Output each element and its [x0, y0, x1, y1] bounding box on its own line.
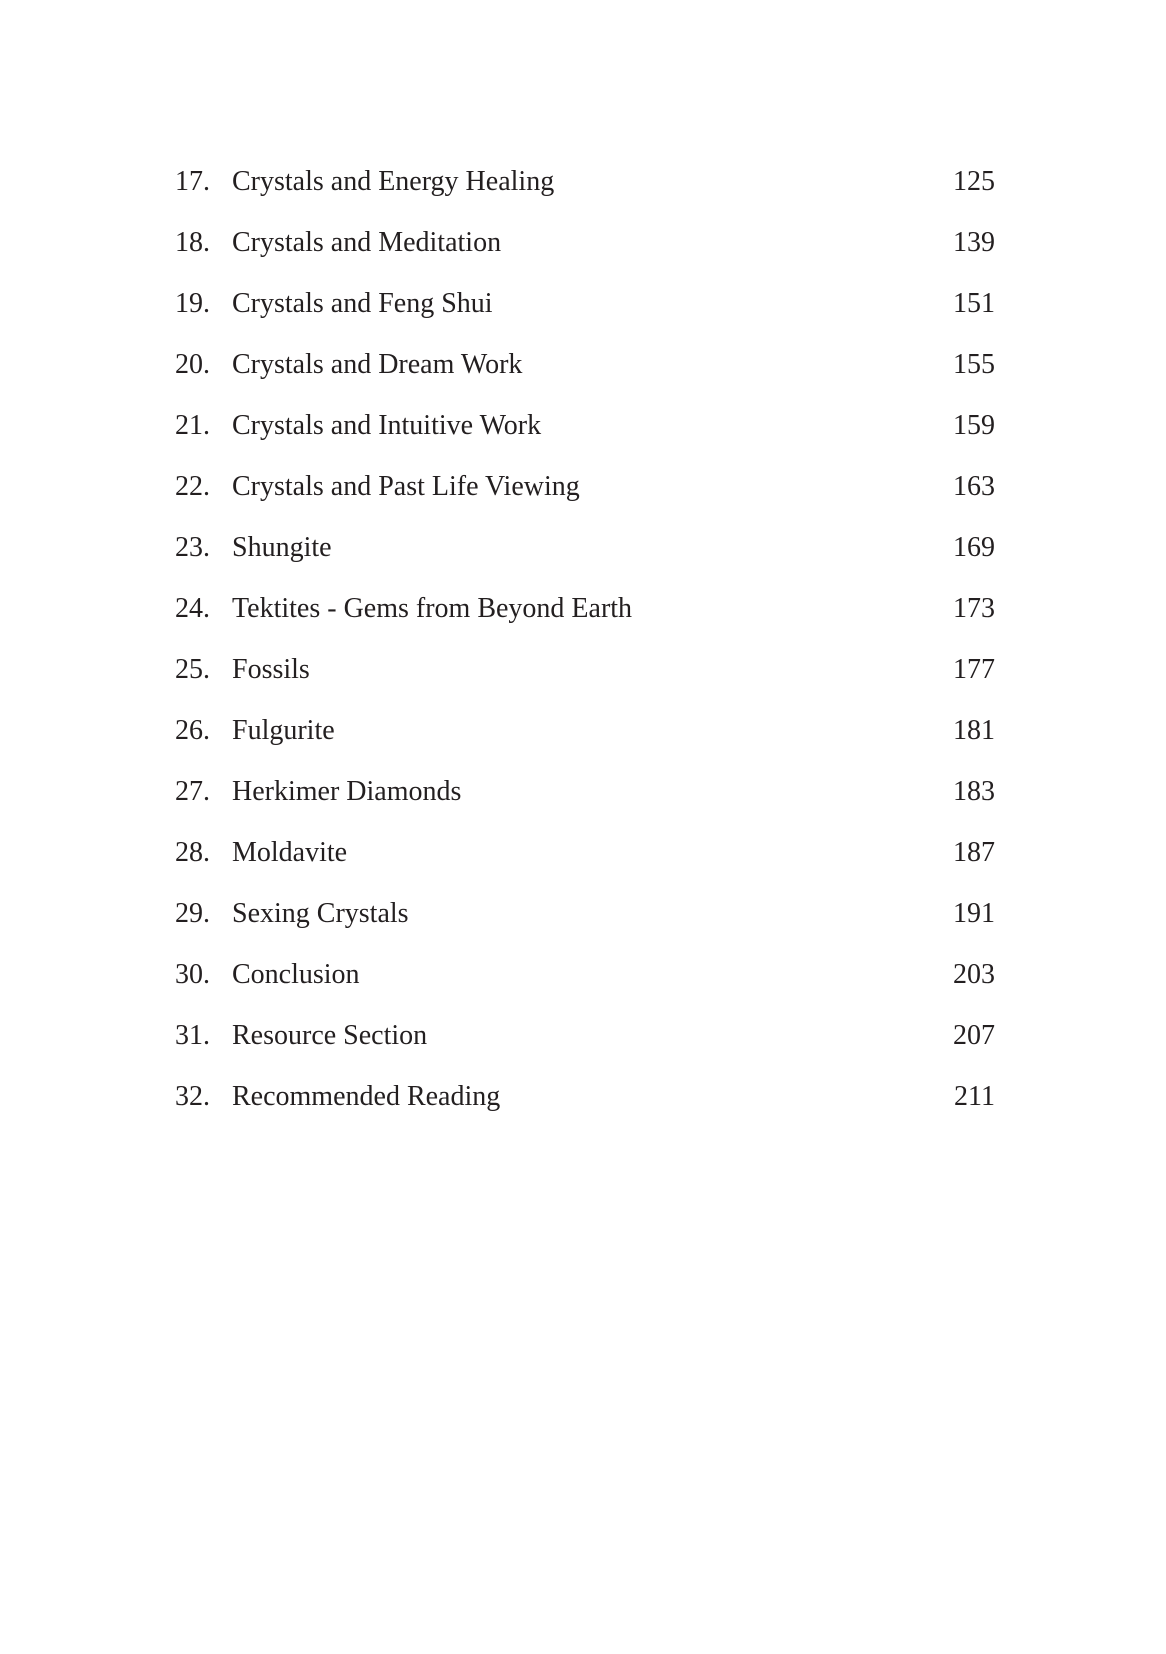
toc-entry-page: 155	[953, 349, 995, 380]
toc-entry-page: 125	[953, 166, 995, 197]
toc-entry-title: Crystals and Past Life Viewing	[232, 471, 580, 502]
toc-entry	[175, 775, 995, 836]
toc-entry	[175, 470, 995, 531]
toc-entry-title: Fulgurite	[232, 715, 335, 746]
toc-entry-page: 173	[953, 593, 995, 624]
toc-entry-number: 18.	[175, 227, 210, 258]
toc-entry-title: Fossils	[232, 654, 310, 685]
toc-entry-title: Crystals and Dream Work	[232, 349, 523, 380]
toc-entry-number: 17.	[175, 166, 210, 197]
toc-entry-number: 21.	[175, 410, 210, 441]
toc-entry-page: 211	[954, 1081, 995, 1112]
toc-entry-number: 32.	[175, 1081, 210, 1112]
toc-entry	[175, 409, 995, 470]
toc-entry-page: 151	[953, 288, 995, 319]
toc-entry-title: Recommended Reading	[232, 1081, 501, 1112]
toc-entry	[175, 836, 995, 897]
toc-entry-page: 169	[953, 532, 995, 563]
toc-entry	[175, 714, 995, 775]
toc-entry-title: Resource Section	[232, 1020, 428, 1051]
toc-entry-page: 139	[953, 227, 995, 258]
toc-entry-number: 30.	[175, 959, 210, 990]
toc-entry-title: Moldavite	[232, 837, 348, 868]
toc-entry-number: 23.	[175, 532, 210, 563]
toc-entry	[175, 348, 995, 409]
toc-entry-page: 207	[953, 1020, 995, 1051]
toc-entry-title: Tektites - Gems from Beyond Earth	[232, 593, 633, 624]
toc-entry	[175, 592, 995, 653]
toc-entry-page: 163	[953, 471, 995, 502]
toc-entry-page: 181	[953, 715, 995, 746]
toc-entry-title: Shungite	[232, 532, 332, 563]
toc-entry-number: 22.	[175, 471, 210, 502]
toc-entry-number: 26.	[175, 715, 210, 746]
toc-entry-title: Sexing Crystals	[232, 898, 409, 929]
toc-entry	[175, 287, 995, 348]
toc-entry-page: 177	[953, 654, 995, 685]
toc-entry-title: Crystals and Energy Healing	[232, 166, 555, 197]
toc-entry-title: Conclusion	[232, 959, 360, 990]
toc-entry-title: Crystals and Feng Shui	[232, 288, 493, 319]
toc-entry	[175, 1080, 995, 1141]
toc-entry	[175, 958, 995, 1019]
toc-entry-title: Herkimer Diamonds	[232, 776, 462, 807]
toc-entry-number: 31.	[175, 1020, 210, 1051]
toc-entry-number: 29.	[175, 898, 210, 929]
toc-entry-page: 183	[953, 776, 995, 807]
toc-entry-number: 24.	[175, 593, 210, 624]
toc-entry	[175, 897, 995, 958]
toc-entry	[175, 653, 995, 714]
toc-entry	[175, 1019, 995, 1080]
toc-entry-number: 28.	[175, 837, 210, 868]
toc-entry-title: Crystals and Intuitive Work	[232, 410, 542, 441]
toc-entry-page: 191	[953, 898, 995, 929]
toc-entry-number: 27.	[175, 776, 210, 807]
toc-entry-number: 20.	[175, 349, 210, 380]
toc-entry-title: Crystals and Meditation	[232, 227, 502, 258]
toc-entry	[175, 226, 995, 287]
table-of-contents	[175, 165, 995, 1141]
toc-entry-number: 25.	[175, 654, 210, 685]
toc-entry	[175, 531, 995, 592]
toc-entry-number: 19.	[175, 288, 210, 319]
toc-entry-page: 159	[953, 410, 995, 441]
toc-entry	[175, 165, 995, 226]
toc-entry-page: 187	[953, 837, 995, 868]
toc-entry-page: 203	[953, 959, 995, 990]
